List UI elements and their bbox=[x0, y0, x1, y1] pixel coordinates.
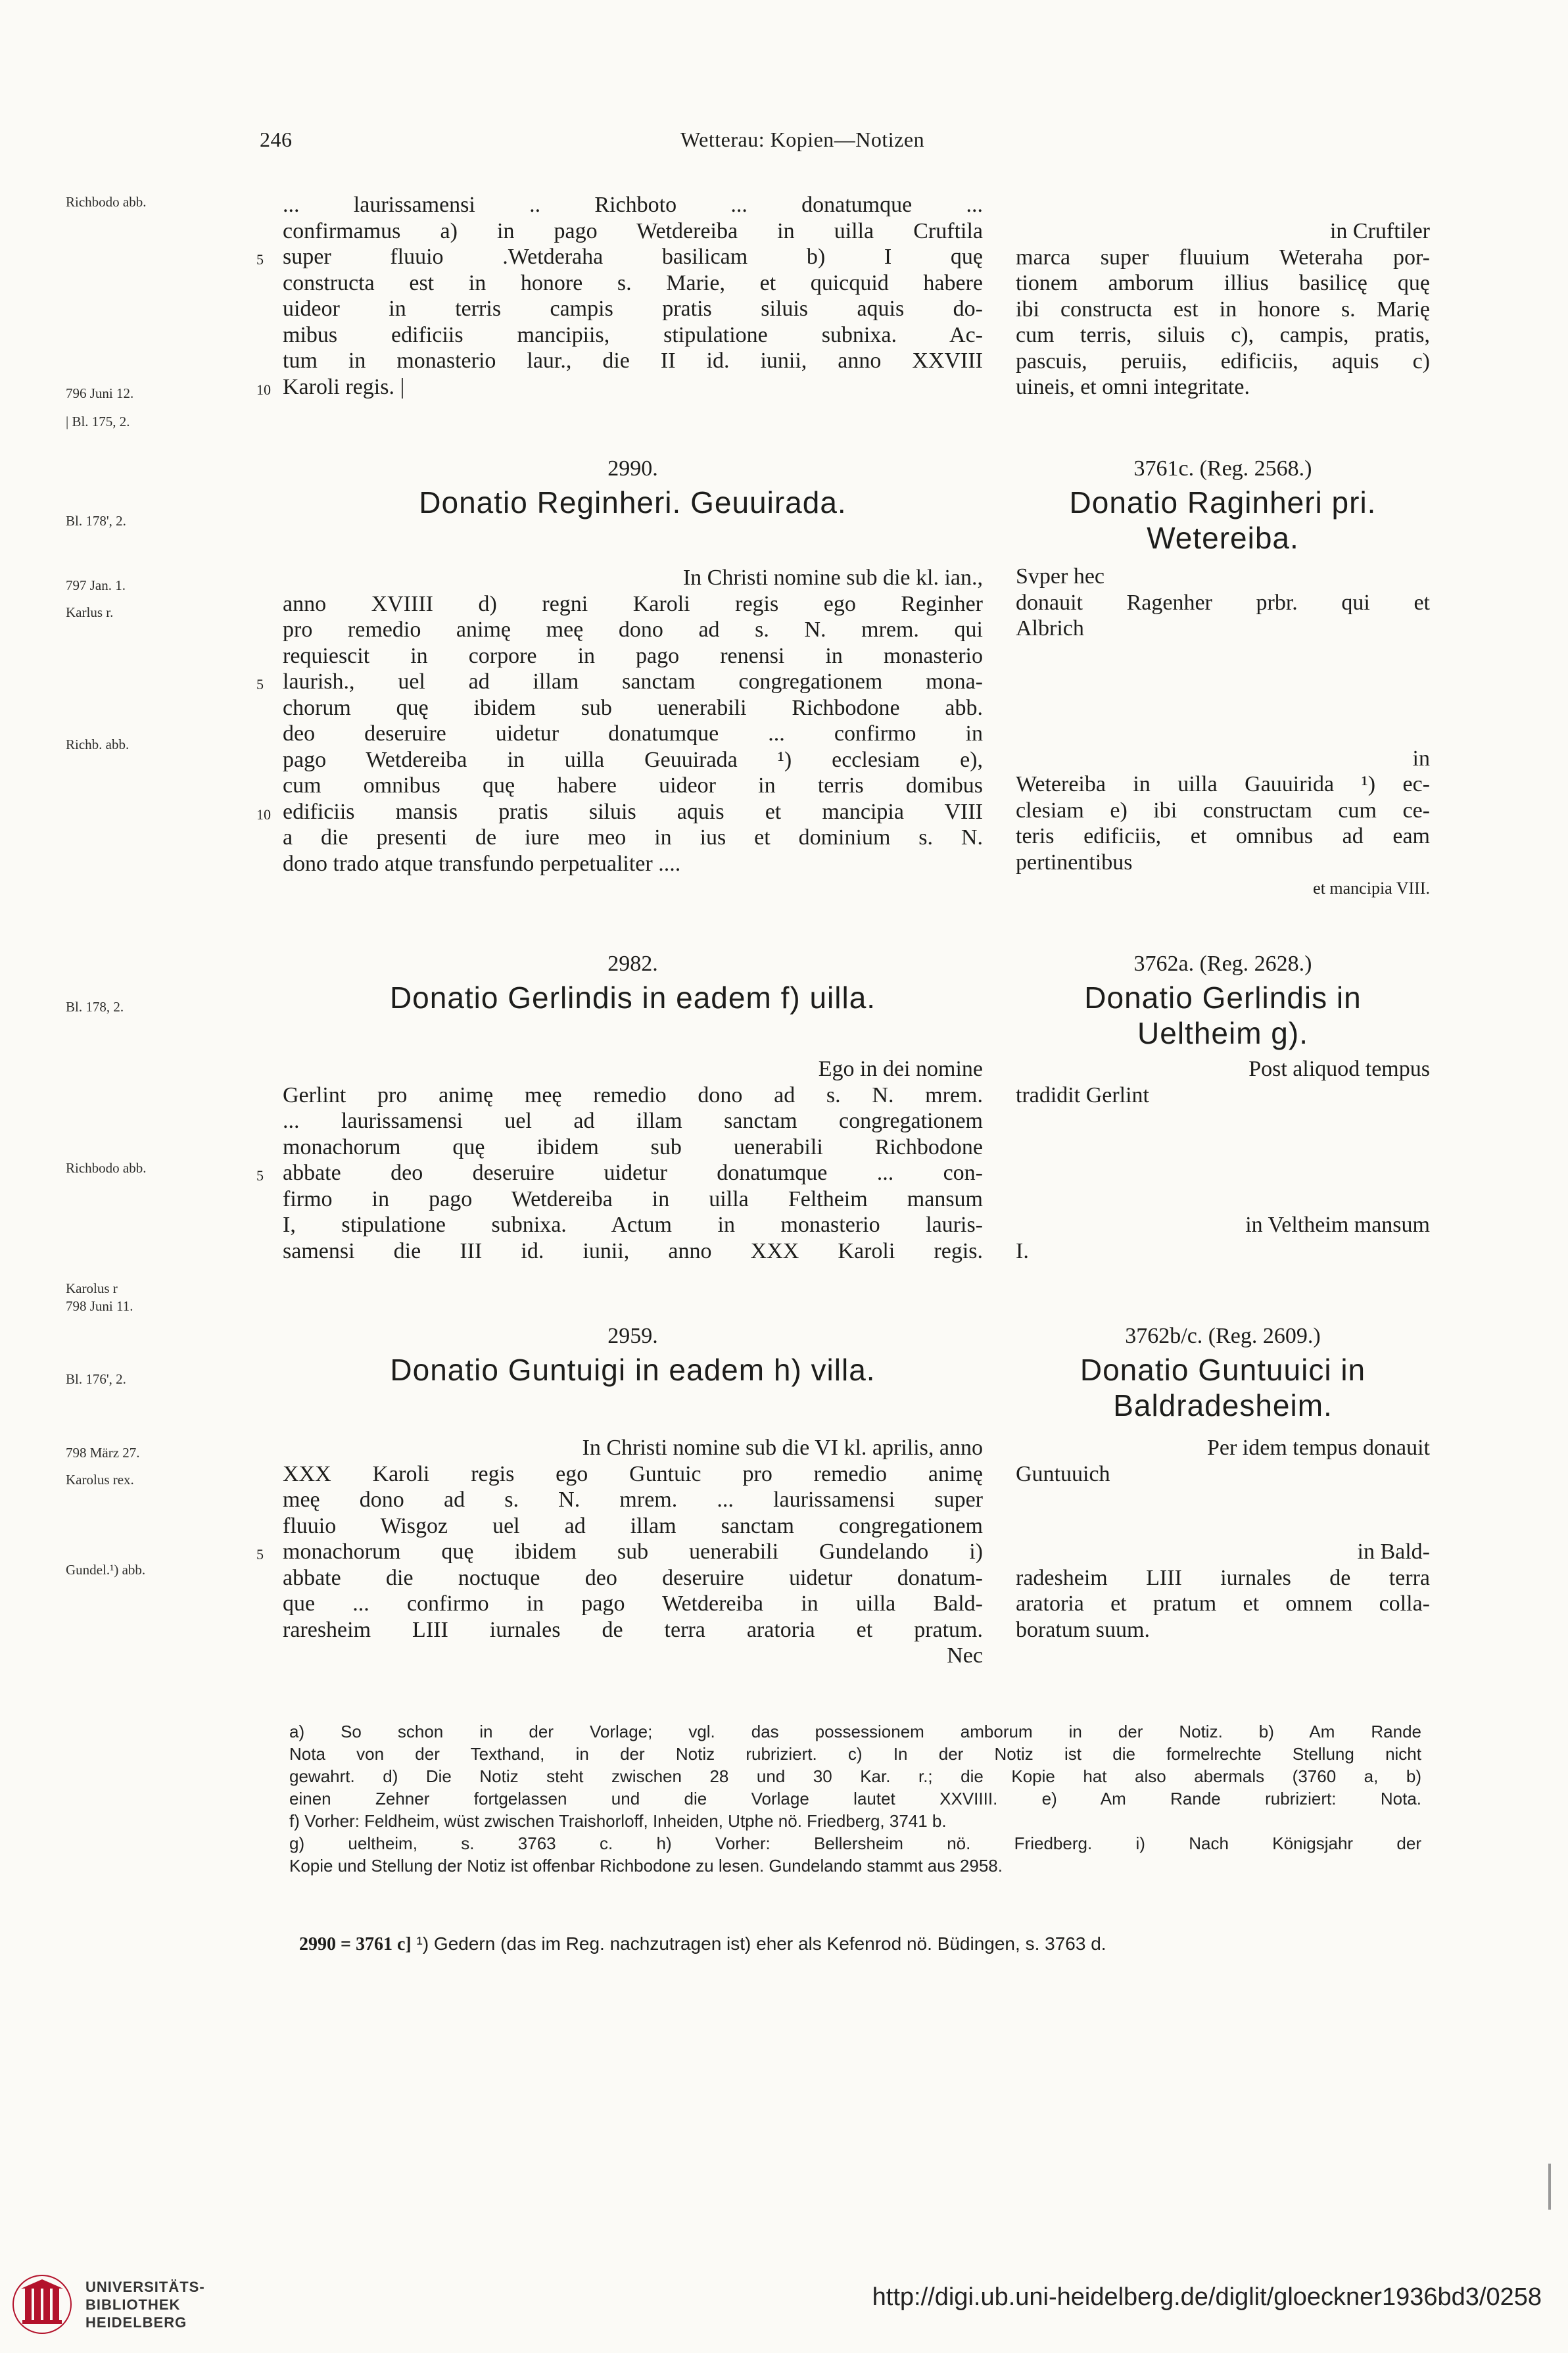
document-number: 2982. bbox=[607, 952, 658, 976]
section-3761c-right bbox=[1016, 456, 1430, 902]
text-line: raresheim LIII iurnales de terra aratoria et pratum. bbox=[283, 1617, 983, 1642]
footnote-line: gewahrt. d) Die Notiz steht zwischen 28 und 30 Kar. r.; die Kopie hat also abermals (3760 a, b) bbox=[289, 1766, 1421, 1786]
library-logo[interactable] bbox=[12, 2274, 262, 2340]
margin-note: 796 Juni 12. bbox=[66, 385, 134, 401]
text-line: 5 abbate deo deseruire uidetur donatumque ... con- bbox=[283, 1160, 983, 1186]
text-line: Per idem tempus donauit bbox=[1206, 1436, 1430, 1460]
document-title: Wetereiba. bbox=[1147, 521, 1299, 555]
concordance-label: 2990 = 3761 c] bbox=[299, 1934, 412, 1954]
section-2982-left bbox=[256, 951, 983, 1264]
footnote-line: Nota von der Texthand, in der Notiz rubriziert. c) In der Notiz ist die formelrechte Stellung nicht bbox=[289, 1744, 1421, 1764]
document-number: 3762b/c. (Reg. 2609.) bbox=[1125, 1324, 1321, 1348]
text-line: XXX Karoli regis ego Guntuic pro remedio animę bbox=[283, 1461, 983, 1486]
intro-right-column bbox=[1016, 218, 1430, 400]
document-title: Baldradesheim. bbox=[1113, 1388, 1333, 1422]
text-line: monachorum quę ibidem sub uenerabili Richbodone bbox=[283, 1134, 983, 1159]
text-line: Post aliquod tempus bbox=[1248, 1057, 1430, 1081]
library-name: UNIVERSITÄTS- BIBLIOTHEK HEIDELBERG bbox=[85, 2279, 205, 2331]
margin-note: 797 Jan. 1. bbox=[66, 577, 126, 593]
text-line: abbate die noctuque deo deseruire uidetur donatum- bbox=[283, 1565, 983, 1590]
text-line: a die presenti de iure meo in ius et dominium s. N. bbox=[283, 825, 983, 850]
document-title: Donatio Reginheri. Geuuirada. bbox=[419, 485, 847, 520]
text-line: ibi constructa est in honore s. Marię bbox=[1016, 297, 1430, 322]
document-title: Ueltheim g). bbox=[1137, 1016, 1308, 1050]
text-line: boratum suum. bbox=[1016, 1617, 1150, 1642]
text-line: samensi die III id. iunii, anno XXX Karoli regis. bbox=[283, 1238, 983, 1263]
text-line: In Christi nomine sub die VI kl. aprilis, anno bbox=[582, 1436, 983, 1460]
line-number: 5 bbox=[256, 676, 264, 692]
document-number: 2959. bbox=[607, 1324, 658, 1348]
document-title: Donatio Guntuigi in eadem h) villa. bbox=[390, 1353, 876, 1387]
page-number: 246 bbox=[260, 128, 293, 151]
margin-note: Richbodo abb. bbox=[66, 1160, 147, 1176]
text-line: Nec bbox=[947, 1643, 983, 1668]
text-line: ... laurissamensi uel ad illam sanctam congregationem bbox=[283, 1109, 983, 1133]
page-header bbox=[260, 128, 989, 159]
footnotes bbox=[289, 1720, 1421, 1877]
footnote-line: einen Zehner fortgelassen und die Vorlage lautet XXVIIII. e) Am Rande rubriziert: Nota. bbox=[289, 1789, 1421, 1808]
text-line: pascuis, peruiis, edificiis, aquis c) bbox=[1016, 349, 1430, 374]
text-line: radesheim LIII iurnales de terra bbox=[1016, 1565, 1430, 1590]
margin-note: Karolus rex. bbox=[66, 1472, 134, 1488]
section-2959-left bbox=[256, 1323, 983, 1669]
margin-note: Karlus r. bbox=[66, 604, 114, 620]
document-title: Donatio Raginheri pri. bbox=[1069, 485, 1377, 520]
margin-note: Bl. 178', 2. bbox=[66, 513, 126, 529]
text-line: Guntuuich bbox=[1016, 1461, 1110, 1486]
margin-note: Richb. abb. bbox=[66, 737, 130, 752]
margin-note: 798 Juni 11. bbox=[66, 1298, 133, 1314]
document-title: Donatio Gerlindis in bbox=[1084, 981, 1362, 1015]
margin-note: Richbodo abb. bbox=[66, 194, 147, 210]
source-url[interactable]: http://digi.ub.uni-heidelberg.de/diglit/gloeckner1936bd3/0258 bbox=[872, 2283, 1542, 2311]
footnote-line: f) Vorher: Feldheim, wüst zwischen Traishorloff, Inheiden, Utphe nö. Friedberg, 3741 b. bbox=[289, 1811, 947, 1831]
text-line: uideor in terris campis pratis siluis aquis do- bbox=[283, 297, 983, 321]
text-line: deo deseruire uidetur donatumque ... confirmo in bbox=[283, 721, 983, 746]
text-line: chorum quę ibidem sub uenerabili Richbodone abb. bbox=[283, 695, 983, 720]
text-line: pro remedio animę meę dono ad s. N. mrem. qui bbox=[283, 618, 983, 642]
footnote-line: Kopie und Stellung der Notiz ist offenbar Richbodone zu lesen. Gundelando stammt aus 2958. bbox=[289, 1856, 1003, 1876]
text-line: clesiam e) ibi constructam cum ce- bbox=[1016, 798, 1430, 823]
text-line: pertinentibus bbox=[1016, 850, 1133, 875]
text-line: in bbox=[1412, 746, 1430, 771]
text-line: 10 edificiis mansis pratis siluis aquis et mancipia VIII bbox=[283, 799, 983, 825]
text-line: 5 super fluuio .Wetderaha basilicam b) I quę bbox=[283, 244, 983, 270]
text-line: I. bbox=[1016, 1238, 1029, 1263]
text-line: in Bald- bbox=[1357, 1540, 1430, 1564]
text-line: Ego in dei nomine bbox=[818, 1057, 983, 1081]
text-line: cum terris, siluis c), campis, pratis, bbox=[1016, 323, 1430, 347]
text-line: que ... confirmo in pago Wetdereiba in uilla Bald- bbox=[283, 1591, 983, 1616]
running-title: Wetterau: Kopien—Notizen bbox=[680, 128, 925, 151]
section-3762bc-right bbox=[1016, 1323, 1430, 1643]
document-title: Donatio Gerlindis in eadem f) uilla. bbox=[389, 981, 876, 1015]
text-line: tionem amborum illius basilicę quę bbox=[1016, 271, 1430, 295]
text-line: pago Wetdereiba in uilla Geuuirada ¹) ecclesiam e), bbox=[283, 747, 983, 772]
text-line: et mancipia VIII. bbox=[1313, 879, 1430, 898]
text-line: tum in monasterio laur., die II id. iunii, anno XXVIII bbox=[283, 349, 983, 373]
document-number: 2990. bbox=[607, 456, 658, 481]
line-number: 10 bbox=[256, 381, 271, 398]
text-line: mibus edificiis mancipiis, stipulatione subnixa. Ac- bbox=[283, 322, 983, 347]
text-line: donauit Ragenher prbr. qui et bbox=[1016, 590, 1430, 615]
document-number: 3762a. (Reg. 2628.) bbox=[1133, 952, 1312, 976]
text-line: requiescit in corpore in pago renensi in monasterio bbox=[283, 643, 983, 668]
line-number: 10 bbox=[256, 806, 271, 823]
text-line: confirmamus a) in pago Wetdereiba in uilla Cruftila bbox=[283, 218, 983, 243]
text-line: anno XVIIII d) regni Karoli regis ego Reginher bbox=[283, 591, 983, 616]
section-2990-left bbox=[256, 456, 983, 877]
text-line: aratoria et pratum et omnem colla- bbox=[1016, 1591, 1430, 1616]
library-seal-icon bbox=[12, 2274, 72, 2335]
section-3762a-right bbox=[1016, 951, 1430, 1264]
text-line: teris edificiis, et omnibus ad eam bbox=[1016, 824, 1430, 848]
text-line: in Veltheim mansum bbox=[1245, 1213, 1430, 1237]
footnote-line: a) So schon in der Vorlage; vgl. das possessionem amborum in der Notiz. b) Am Rande bbox=[289, 1722, 1421, 1741]
text-line: In Christi nomine sub die kl. ian., bbox=[682, 566, 983, 590]
margin-note: Bl. 176', 2. bbox=[66, 1371, 126, 1387]
text-line: meę dono ad s. N. mrem. ... laurissamensi super bbox=[283, 1488, 983, 1512]
text-line: 5 monachorum quę ibidem sub uenerabili Gundelando i) bbox=[283, 1539, 983, 1565]
text-line: marca super fluuium Weteraha por- bbox=[1016, 245, 1430, 270]
concordance-note bbox=[299, 1933, 1430, 1955]
text-line: I, stipulatione subnixa. Actum in monasterio lauris- bbox=[283, 1213, 983, 1237]
margin-mark bbox=[1548, 2164, 1551, 2210]
footnote-line: g) ueltheim, s. 3763 c. h) Vorher: Bellersheim nö. Friedberg. i) Nach Königsjahr der bbox=[289, 1833, 1421, 1853]
intro-left-column bbox=[256, 192, 983, 400]
text-line: constructa est in honore s. Marie, et quicquid habere bbox=[283, 270, 983, 295]
text-line: Gerlint pro animę meę remedio dono ad s. N. mrem. bbox=[283, 1082, 983, 1107]
margin-note: | Bl. 175, 2. bbox=[66, 414, 130, 429]
text-line: 5 laurish., uel ad illam sanctam congregationem mona- bbox=[283, 669, 983, 695]
margin-note: Gundel.¹) abb. bbox=[66, 1562, 146, 1578]
text-line: fluuio Wisgoz uel ad illam sanctam congregationem bbox=[283, 1513, 983, 1538]
text-line: Svper hec bbox=[1016, 564, 1105, 589]
margin-note: 798 März 27. bbox=[66, 1445, 140, 1461]
margin-note: Bl. 178, 2. bbox=[66, 999, 124, 1015]
text-line: Albrich bbox=[1016, 616, 1084, 641]
text-line: uineis, et omni integritate. bbox=[1016, 375, 1250, 399]
line-number: 5 bbox=[256, 1167, 264, 1184]
concordance-text: ¹) Gedern (das im Reg. nachzutragen ist) eher als Kefenrod nö. Büdingen, s. 3763 d. bbox=[416, 1933, 1106, 1954]
document-title: Donatio Guntuuici in bbox=[1080, 1353, 1366, 1387]
text-line: cum omnibus quę habere uideor in terris domibus bbox=[283, 773, 983, 798]
text-line: in Cruftiler bbox=[1329, 219, 1430, 243]
document-number: 3761c. (Reg. 2568.) bbox=[1133, 456, 1312, 481]
text-line: firmo in pago Wetdereiba in uilla Feltheim mansum bbox=[283, 1186, 983, 1211]
margin-note: Karolus r bbox=[66, 1280, 118, 1296]
text-line: dono trado atque transfundo perpetualiter .... bbox=[283, 851, 681, 876]
line-number: 5 bbox=[256, 1546, 264, 1563]
text-line: Wetereiba in uilla Gauuirida ¹) ec- bbox=[1016, 772, 1430, 796]
text-line: ... laurissamensi .. Richboto ... donatumque ... bbox=[283, 193, 983, 217]
text-line: tradidit Gerlint bbox=[1016, 1082, 1150, 1107]
text-line: 10 Karoli regis. | bbox=[283, 374, 983, 400]
line-number: 5 bbox=[256, 251, 264, 268]
